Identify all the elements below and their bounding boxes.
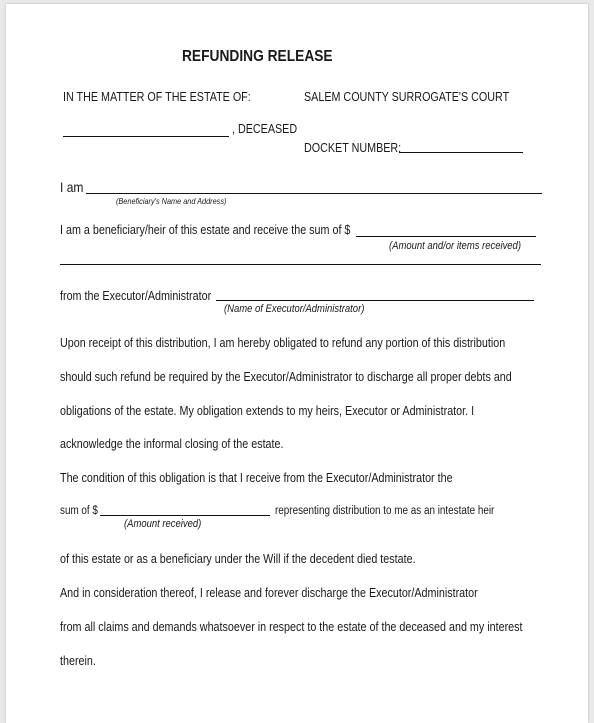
beneficiary-name-line: [86, 193, 542, 194]
representing-text: representing distribution to me as an intestate heir: [275, 505, 495, 517]
deceased-name-line: [63, 136, 229, 137]
amount-received-hint: (Amount received): [124, 518, 202, 530]
condition-sentence: The condition of this obligation is that I receive from the Executor/Administrator the: [60, 471, 453, 485]
docket-number-line: [399, 152, 523, 153]
consideration-line-2: from all claims and demands whatsoever in respect to the estate of the deceased and my interest: [60, 620, 523, 634]
executor-name-line: [216, 300, 534, 301]
sum-of-label: sum of $: [60, 505, 98, 517]
amount-received-line: [356, 236, 536, 237]
document-page: [6, 4, 588, 723]
i-am-label: I am: [60, 179, 84, 195]
beneficiary-name-hint: (Beneficiary's Name and Address): [116, 196, 227, 206]
estate-will-sentence: of this estate or as a beneficiary under the Will if the decedent died testate.: [60, 552, 416, 566]
paragraph-line-4: acknowledge the informal closing of the estate.: [60, 437, 284, 451]
paragraph-line-3: obligations of the estate. My obligation extends to my heirs, Executor or Administrator. I: [60, 404, 475, 418]
document-title: REFUNDING RELEASE: [182, 48, 333, 65]
court-name: SALEM COUNTY SURROGATE'S COURT: [304, 90, 510, 104]
consideration-line-1: And in consideration thereof, I release and forever discharge the Executor/Administrator: [60, 586, 478, 600]
from-executor-label: from the Executor/Administrator: [60, 289, 212, 303]
beneficiary-sentence: I am a beneficiary/heir of this estate and receive the sum of $: [60, 223, 351, 237]
sum-amount-line: [100, 515, 270, 516]
paragraph-line-2: should such refund be required by the Executor/Administrator to discharge all proper debts and: [60, 370, 512, 384]
docket-number-label: DOCKET NUMBER:: [304, 141, 402, 155]
deceased-label: , DECEASED: [232, 122, 298, 136]
amount-items-hint: (Amount and/or items received): [389, 240, 521, 252]
paragraph-line-1: Upon receipt of this distribution, I am hereby obligated to refund any portion of this distribution: [60, 336, 506, 350]
estate-matter-label: IN THE MATTER OF THE ESTATE OF:: [63, 90, 251, 104]
consideration-line-3: therein.: [60, 654, 96, 668]
amount-continuation-line: [60, 264, 541, 265]
executor-name-hint: (Name of Executor/Administrator): [224, 303, 365, 315]
